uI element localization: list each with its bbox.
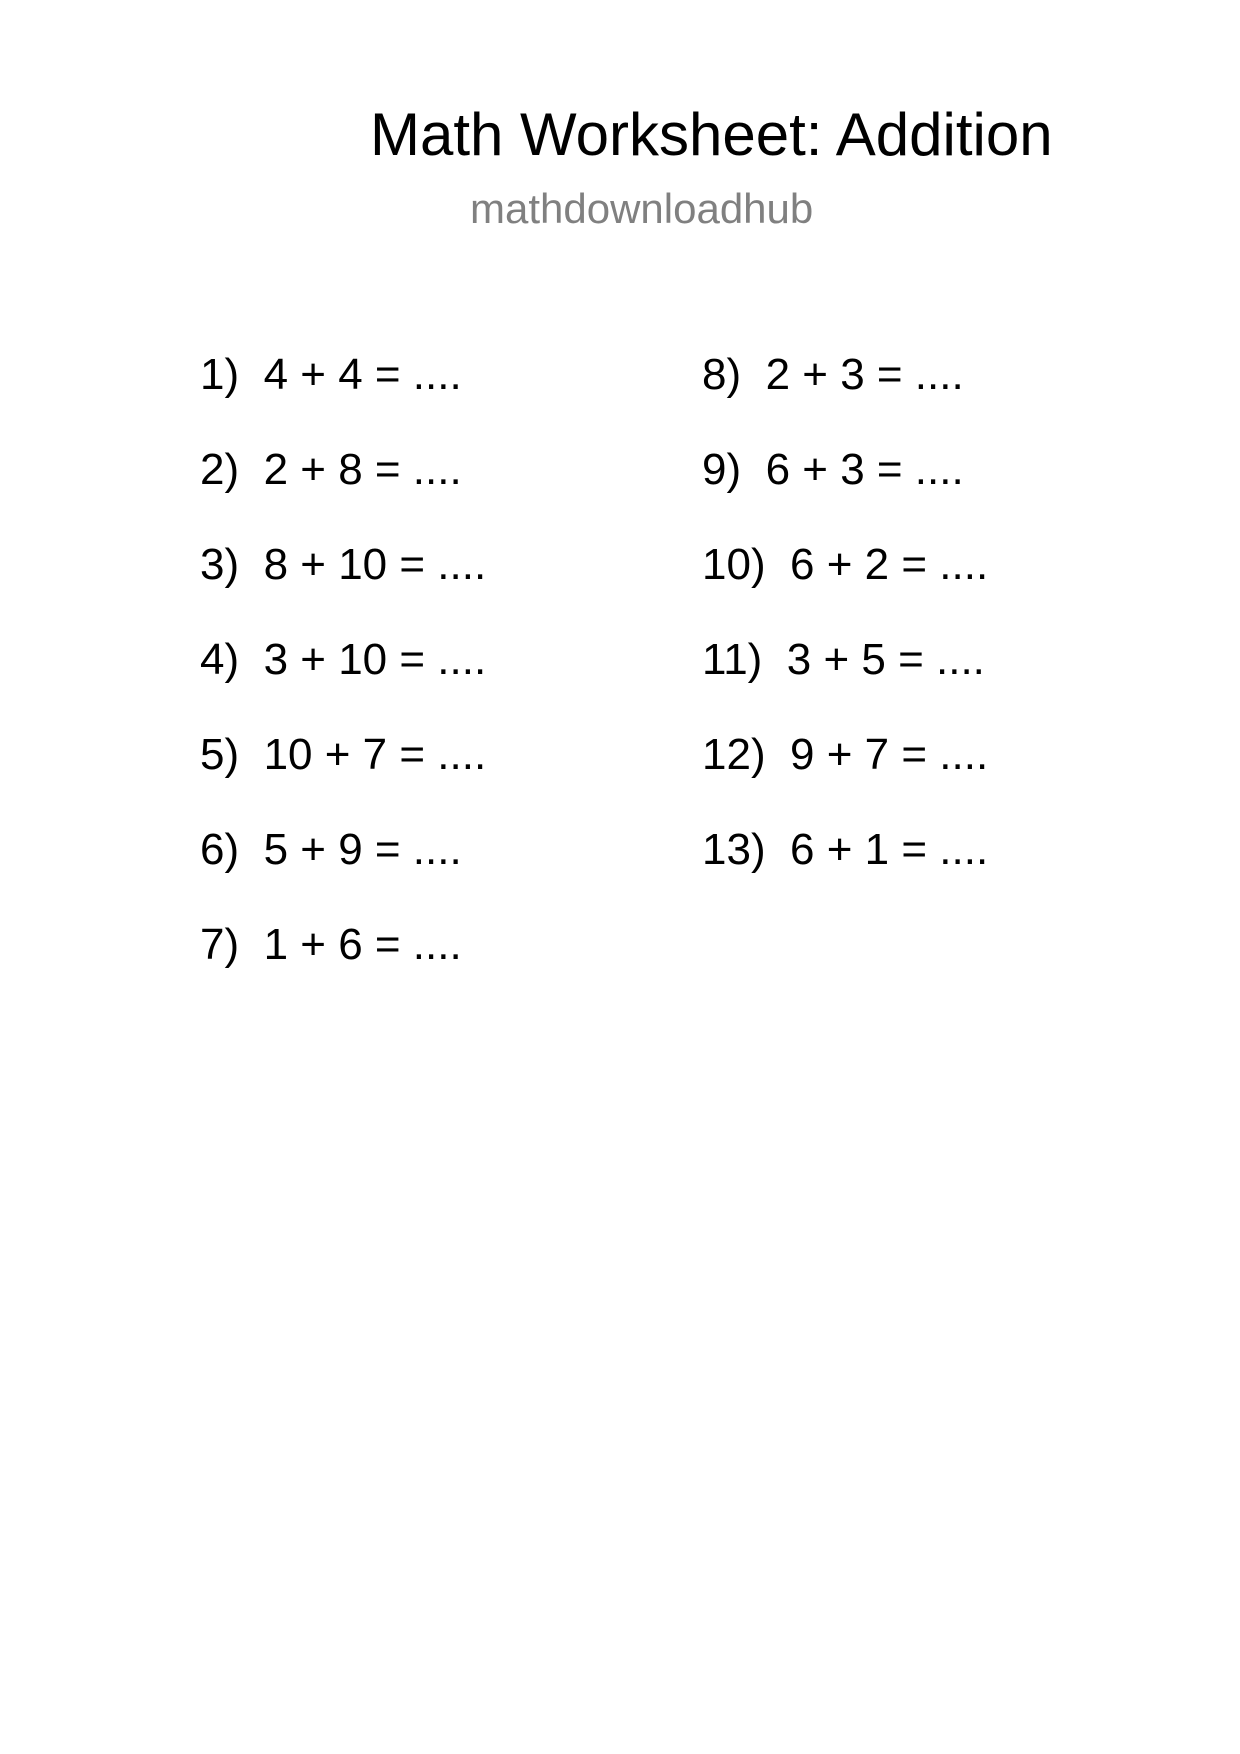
problem-8: 8) 2 + 3 = .... — [702, 350, 964, 399]
problem-column-left — [200, 350, 700, 1015]
problem-11: 11) 3 + 5 = .... — [702, 635, 985, 684]
problem-1: 1) 4 + 4 = .... — [200, 350, 462, 399]
problem-4: 4) 3 + 10 = .... — [200, 635, 487, 684]
problem-list — [0, 350, 1240, 969]
problem-5: 5) 10 + 7 = .... — [200, 730, 487, 779]
problem-6: 6) 5 + 9 = .... — [200, 825, 462, 874]
problem-column-right — [702, 350, 1202, 920]
page-subtitle: mathdownloadhub — [470, 185, 814, 232]
problem-13: 13) 6 + 1 = .... — [702, 825, 989, 874]
problem-2: 2) 2 + 8 = .... — [200, 445, 462, 494]
problem-12: 12) 9 + 7 = .... — [702, 730, 989, 779]
problem-10: 10) 6 + 2 = .... — [702, 540, 989, 589]
problem-7: 7) 1 + 6 = .... — [200, 920, 462, 969]
page-title: Math Worksheet: Addition — [370, 101, 1053, 168]
problem-9: 9) 6 + 3 = .... — [702, 445, 964, 494]
problem-3: 3) 8 + 10 = .... — [200, 540, 487, 589]
